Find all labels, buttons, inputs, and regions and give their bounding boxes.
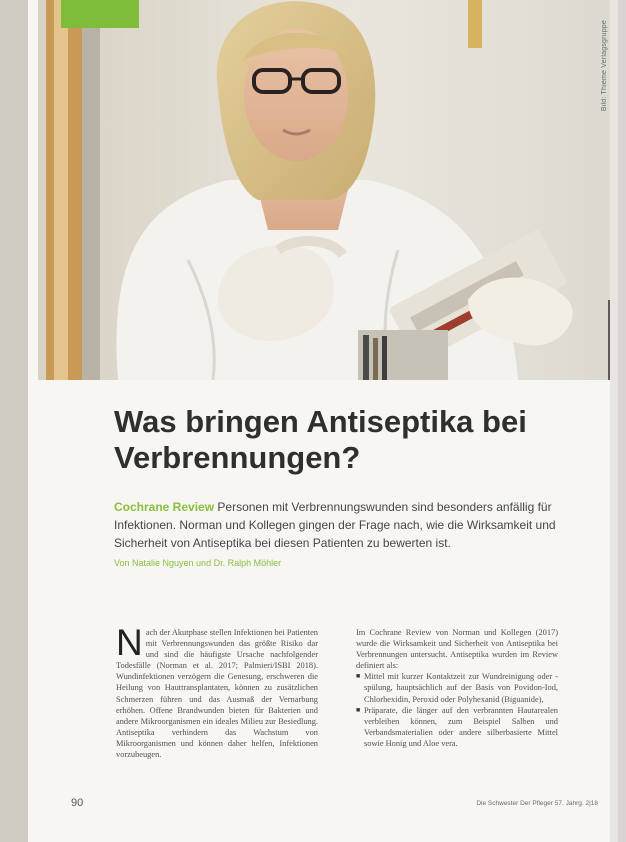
section-color-tab	[61, 0, 139, 28]
definition-list	[356, 671, 558, 749]
lede-kicker: Cochrane Review	[114, 500, 215, 514]
article-lede	[114, 498, 584, 552]
scan-edge	[0, 0, 28, 842]
list-item: ■ Präparate, die länger auf den verbrannten Hautarealen verbleiben können, zum Beispiel Salben und Verbandsmaterialien oder andere silberbasierte Mittel sowie Honig und Aloe vera.	[356, 705, 558, 749]
body-paragraph: ach der Akutphase stellen Infektionen bei Patienten mit Verbrennungswunden das größte Risiko dar und sind die häufigste Ursache nachfolgender Todesfälle (Norman et al. 2017; Palmieri/ISBI 2018). Wundinfektionen verzögern die Genesung, erschweren die Heilung von Hauttransplantaten, können zu zusätzlichen Schmerzen führen und das Ausmaß der Vernarbung erhöhen. Offene Brandwunden bieten für Bakterien und andere Mikroorganismen ein ideales Milieu zur Besiedlung. Antiseptika verhindern das Wachstum von Mikroorganismen und können daher helfen, Infektionen vorzubeugen.	[116, 628, 318, 760]
body-column-right	[356, 627, 558, 749]
drop-cap: N	[116, 622, 143, 663]
article-byline: Von Natalie Nguyen und Dr. Ralph Möhler	[114, 558, 282, 568]
nurse-photo	[38, 0, 618, 380]
magazine-page	[28, 0, 618, 842]
page-number: 90	[71, 797, 84, 809]
article-headline: Was bringen Antiseptika bei Verbrennungen?	[114, 404, 527, 475]
scan-edge	[610, 0, 618, 842]
magazine-footer: Die Schwester Der Pfleger 57. Jahrg. 2|18	[476, 800, 598, 807]
list-item: ■ Mittel mit kurzer Kontaktzeit zur Wundreinigung oder -spülung, hauptsächlich auf der Basis von Povidon-Iod, Chlorhexidin, Peroxid oder Polyhexanid (Biguanide),	[356, 671, 558, 704]
photo-credit: Bild: Thieme Verlagsgruppe	[601, 20, 608, 112]
body-paragraph: Im Cochrane Review von Norman und Kollegen (2017) wurde die Wirksamkeit und Sicherheit von Antiseptika bei Verbrennungen untersucht. Antiseptika wurden im Review definiert als:	[356, 628, 558, 671]
body-column-left	[116, 622, 318, 760]
lede-text: Personen mit Verbrennungswunden sind besonders anfällig für Infektionen. Norman und Kollegen gingen der Frage nach, wie die Wirksamkeit und Sicherheit von Antiseptika bei diesen Patienten zu bewerten ist.	[114, 500, 556, 550]
